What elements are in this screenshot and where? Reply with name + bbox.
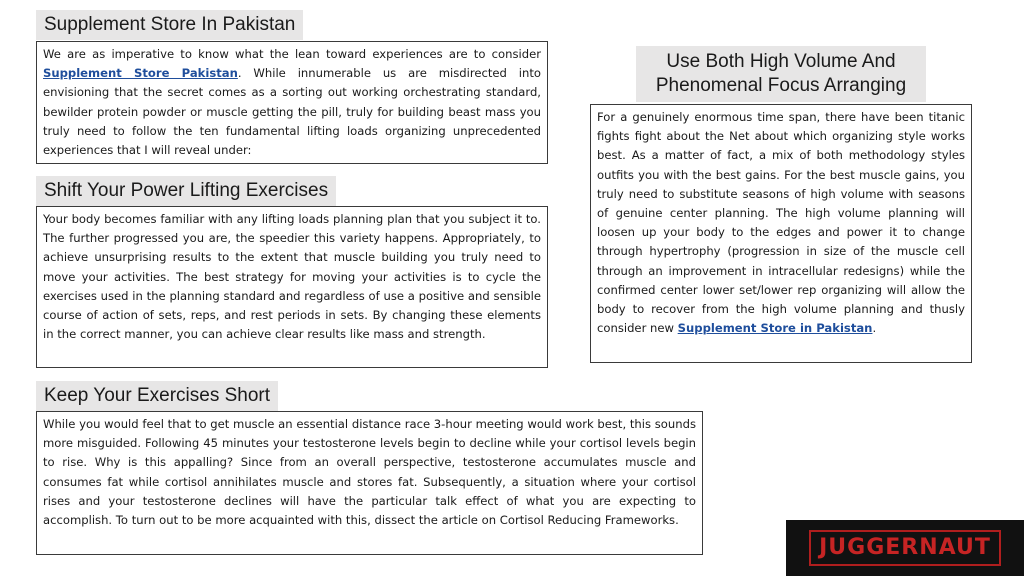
high-volume-text-after: . (872, 321, 877, 336)
shift-exercises-paragraph-box (36, 206, 548, 368)
heading-shift-power-lifting: Shift Your Power Lifting Exercises (36, 176, 336, 206)
juggernaut-logo-text: JUGGERNAUT (809, 530, 1001, 566)
shift-exercises-text: Your body becomes familiar with any lifting loads planning plan that you subject it to. The further progressed you are, the speedier this variety happens. Appropriately, to achieve unsurprising results to the extent that muscle building you truly need to move your activities. The best strategy for moving your activities is to cycle the exercises used in the planning standard and regardless of use a positive and sensible course of action of sets, reps, and rest periods in sets. By changing these elements in the correct manner, you can achieve clear results like mass and strength. (43, 212, 541, 342)
heading-supplement-store: Supplement Store In Pakistan (36, 10, 303, 40)
supplement-store-in-pakistan-link[interactable]: Supplement Store in Pakistan (677, 321, 873, 336)
heading-keep-exercises-short: Keep Your Exercises Short (36, 381, 278, 411)
heading-high-volume-focus: Use Both High Volume And Phenomenal Focus Arranging (636, 46, 926, 102)
keep-short-text: While you would feel that to get muscle an essential distance race 3-hour meeting would work best, this sounds more misguided. Following 45 minutes your testosterone levels begin to decline while your cortisol levels begin to rise. Why is this appalling? Since from an overall perspective, testosterone accumulates muscle and consumes fat while cortisol annihilates muscle and stores fat. Subsequently, a situation where your cortisol rises and your testosterone declines will have the particular talk effect of what you are expecting to accomplish. To turn out to be more acquainted with this, dissect the article on Cortisol Reducing Frameworks. (43, 417, 696, 528)
intro-text-after: . While innumerable us are misdirected into envisioning that the secret comes as a sorting out working orchestrating standard, bewilder protein powder or muscle getting the pill, truly for building beast mass you truly need to follow the ten fundamental lifting loads organizing unprecedented experiences that I will reveal under: (43, 66, 541, 158)
juggernaut-logo (786, 520, 1024, 576)
supplement-store-pakistan-link[interactable]: Supplement Store Pakistan (43, 66, 238, 81)
intro-text-before: We are as imperative to know what the lean toward experiences are to consider (43, 47, 541, 61)
intro-paragraph-box (36, 41, 548, 164)
high-volume-paragraph-box (590, 104, 972, 363)
keep-short-paragraph-box (36, 411, 703, 555)
high-volume-text-before: For a genuinely enormous time span, there have been titanic fights fight about the Net about which organizing style works best. As a matter of fact, a mix of both methodology styles outfits you with the best gains. For the best muscle gains, you truly need to substitute seasons of high volume with seasons of genuine center planning. The high volume planning will loosen up your body to the edges and power it to change through hypertrophy (progression in size of the muscle cell through an improvement in intracellular redesigns) while the confirmed center lower set/lower rep organizing will allow the body to recover from the high volume planning and thusly consider new (597, 110, 965, 336)
